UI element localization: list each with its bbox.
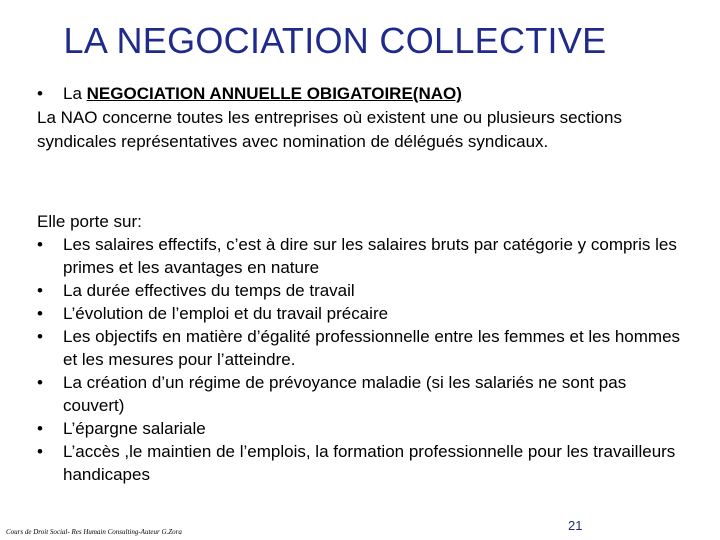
intro-prefix: La (63, 84, 87, 103)
list-item-text: La durée effectives du temps de travail (63, 281, 355, 300)
list-item-text: La création d’un régime de prévoyance maladie (si les salariés ne sont pas couvert) (63, 373, 627, 415)
list-item (37, 279, 687, 302)
bullet-icon: • (37, 373, 43, 392)
list-item-text: Les objectifs en matière d’égalité professionnelle entre les femmes et les hommes et les mesures pour l’atteindre. (63, 327, 681, 369)
topics-section (37, 210, 687, 486)
list-heading: Elle porte sur: (37, 212, 142, 231)
intro-body: La NAO concerne toutes les entreprises où existent une ou plusieurs sections syndicales représentatives avec nomination de délégués syndicaux. (37, 108, 622, 151)
bullet-icon: • (37, 304, 43, 323)
list-item (37, 302, 687, 325)
topics-list (37, 233, 687, 486)
list-item-text: L’épargne salariale (63, 419, 206, 438)
bullet-icon: • (37, 235, 43, 254)
list-item (37, 325, 687, 371)
bullet-icon: • (37, 442, 43, 461)
page-number: 21 (568, 518, 583, 533)
footer-note: Cours de Droit Social- Res Humain Consulting-Auteur G.Zora (6, 528, 182, 536)
slide-title: LA NEGOCIATION COLLECTIVE (63, 20, 607, 61)
list-item-text: Les salaires effectifs, c’est à dire sur les salaires bruts par catégorie y compris les primes et les avantages en nature (63, 235, 677, 277)
bullet-icon: • (37, 281, 43, 300)
list-item (37, 440, 687, 486)
intro-heading (63, 82, 462, 106)
bullet-icon: • (37, 419, 43, 438)
bullet-icon: • (37, 84, 43, 103)
list-item (37, 371, 687, 417)
intro-section (37, 82, 677, 154)
list-item-text: L’évolution de l’emploi et du travail précaire (63, 304, 389, 323)
list-item (37, 233, 687, 279)
intro-bullet-line (37, 82, 677, 106)
list-item (37, 417, 687, 440)
nao-term: NEGOCIATION ANNUELLE OBIGATOIRE(NAO) (86, 84, 462, 103)
list-item-text: L’accès ,le maintien de l’emplois, la formation professionnelle pour les travailleurs handicapes (63, 442, 676, 484)
bullet-icon: • (37, 327, 43, 346)
